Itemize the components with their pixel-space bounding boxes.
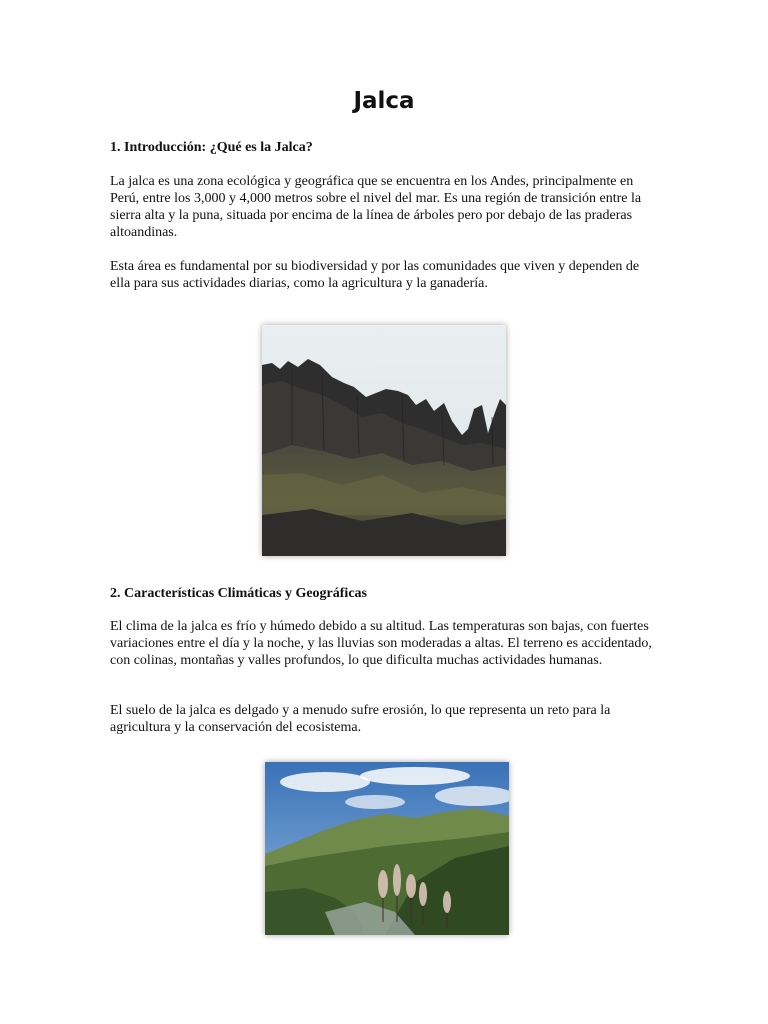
page-title: Jalca xyxy=(353,88,415,114)
section-2-paragraph-2: El suelo de la jalca es delgado y a menudo sufre erosión, lo que representa un reto para la agricultura y la conservación del ecosistema. xyxy=(110,703,611,735)
section-1-paragraph-2: Esta área es fundamental por su biodiversidad y por las comunidades que viven y dependen de ella para sus actividades diarias, como la agricultura y la ganadería. xyxy=(110,259,640,291)
section-2-paragraph-1: El clima de la jalca es frío y húmedo debido a su altitud. Las temperaturas son bajas, con fuertes variaciones entre el día y la noche, y las lluvias son moderadas a altas. El terreno es accidentado, con colinas, montañas y valles profundos, lo que dificulta muchas actividades humanas. xyxy=(110,619,652,668)
rocky-jalca-photo xyxy=(262,325,506,556)
section-2-heading: 2. Características Climáticas y Geográficas xyxy=(110,586,367,601)
section-1-heading: 1. Introducción: ¿Qué es la Jalca? xyxy=(110,140,313,155)
valley-jalca-photo xyxy=(265,762,509,935)
section-1-paragraph-1: La jalca es una zona ecológica y geográfica que se encuentra en los Andes, principalmente en Perú, entre los 3,000 y 4,000 metros sobre el nivel del mar. Es una región de transición entre la sierra alta y la puna, situada por encima de la línea de árboles pero por debajo de las praderas altoandinas. xyxy=(110,174,642,240)
